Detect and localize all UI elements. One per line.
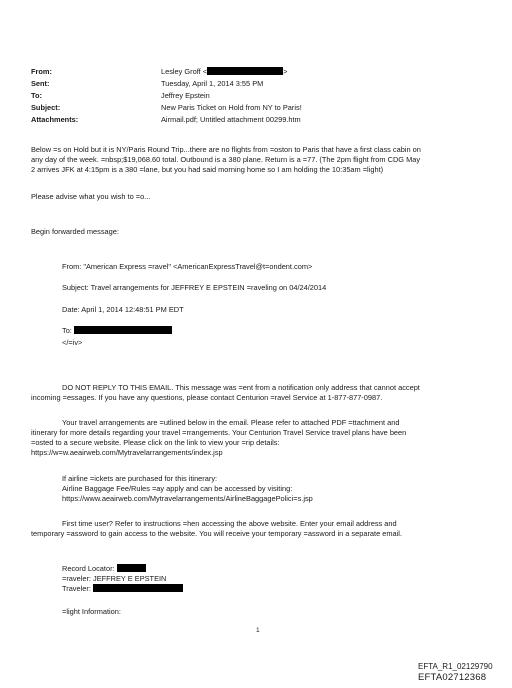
record-locator-label: Record Locator: (62, 564, 115, 573)
fwd-to (62, 326, 172, 335)
record-locator (62, 564, 183, 574)
message-line: Below =s on Hold but it is NY/Paris Round Trip...there are no flights from =oston to Paris that have a first class cabin on (31, 145, 421, 154)
paragraph-line: temporary =assword to gain access to the website. You will receive your temporary =assword in a separate email. (31, 529, 402, 538)
baggage-paragraph (62, 474, 313, 504)
first-time-user-paragraph (31, 519, 402, 539)
message-line: any day of the week. =nbsp;$19,068.60 total. Outbound is a 380 plane. Return is a =77. (The 2pm flight from CDG May (31, 155, 421, 164)
attachments-value: Airmail.pdf; Untitled attachment 00299.htm (161, 115, 301, 124)
redaction-bar (74, 326, 172, 334)
redaction-bar (93, 584, 183, 592)
paragraph-line: Your travel arrangements are =utlined below in the email. Please refer to attached PDF =ttachment and (62, 418, 400, 427)
fwd-subject: Subject: Travel arrangements for JEFFREY E EPSTEIN =raveling on 04/24/2014 (62, 283, 327, 292)
do-not-reply-paragraph (31, 383, 420, 403)
to-label: To: (31, 91, 42, 100)
subject-label: Subject: (31, 103, 61, 112)
paragraph-line: DO NOT REPLY TO THIS EMAIL. This message was =ent from a notification only address that cannot accept (62, 383, 420, 392)
sent-value: Tuesday, April 1, 2014 3:55 PM (161, 79, 264, 88)
fwd-date: Date: April 1, 2014 12:48:51 PM EDT (62, 305, 184, 314)
bates-number-small: EFTA_R1_02129790 (418, 662, 493, 671)
paragraph-line: incoming =essages. If you have any questions, please contact Centurion =ravel Service at 1-877-877-0987. (31, 393, 383, 402)
paragraph-line: If airline =ickets are purchased for this itinerary: (62, 474, 218, 483)
fwd-to-label: To: (62, 326, 72, 335)
paragraph-line: First time user? Refer to instructions =hen accessing the above website. Enter your email address and (62, 519, 397, 528)
paragraph-line: Airline Baggage Fee/Rules =ay apply and can be accessed by visiting: (62, 484, 293, 493)
sent-label: Sent: (31, 79, 50, 88)
paragraph-line: =osted to a secure website. Please click on the link to view your =rip details: (31, 438, 280, 447)
flight-information: =light Information: (62, 607, 121, 616)
advise-line: Please advise what you wish to =o... (31, 192, 151, 201)
record-traveler-label: Traveler: (62, 584, 91, 593)
baggage-link[interactable]: https://www.aeairweb.com/Mytravelarrangements/AirlineBaggagePolici=s.jsp (62, 494, 313, 503)
from-label: From: (31, 67, 52, 76)
record-block (62, 564, 183, 594)
to-value: Jeffrey Epstein (161, 91, 210, 100)
page-number: 1 (256, 627, 260, 634)
arrangements-link[interactable]: https://w=w.aeairweb.com/Mytravelarrangements/index.jsp (31, 448, 223, 457)
from-value (161, 67, 287, 76)
from-suffix: > (283, 67, 288, 76)
message-line: 2 arrives JFK at 4:15pm is a 380 =lane, but you had said morning home so I am holding the 10:35am =light) (31, 165, 384, 174)
subject-value: New Paris Ticket on Hold from NY to Paris! (161, 103, 302, 112)
redaction-bar (117, 564, 146, 572)
arrangements-paragraph (31, 418, 406, 458)
redaction-bar (207, 67, 283, 75)
fwd-from: From: "American Express =ravel" <AmericanExpressTravel@t=ondent.com> (62, 262, 313, 271)
message-paragraph (31, 145, 421, 175)
forwarded-intro: Begin forwarded message: (31, 227, 119, 236)
paragraph-line: itinerary for more details regarding your travel =rrangements. Your Centurion Travel Service travel plans have been (31, 428, 407, 437)
record-traveler-name: =raveler: JEFFREY E EPSTEIN (62, 574, 167, 583)
bates-number-large: EFTA02712368 (418, 672, 487, 683)
attachments-label: Attachments: (31, 115, 79, 124)
record-traveler (62, 584, 183, 594)
fwd-div-close: </=iv> (62, 338, 83, 347)
from-name: Lesley Groff < (161, 67, 208, 76)
